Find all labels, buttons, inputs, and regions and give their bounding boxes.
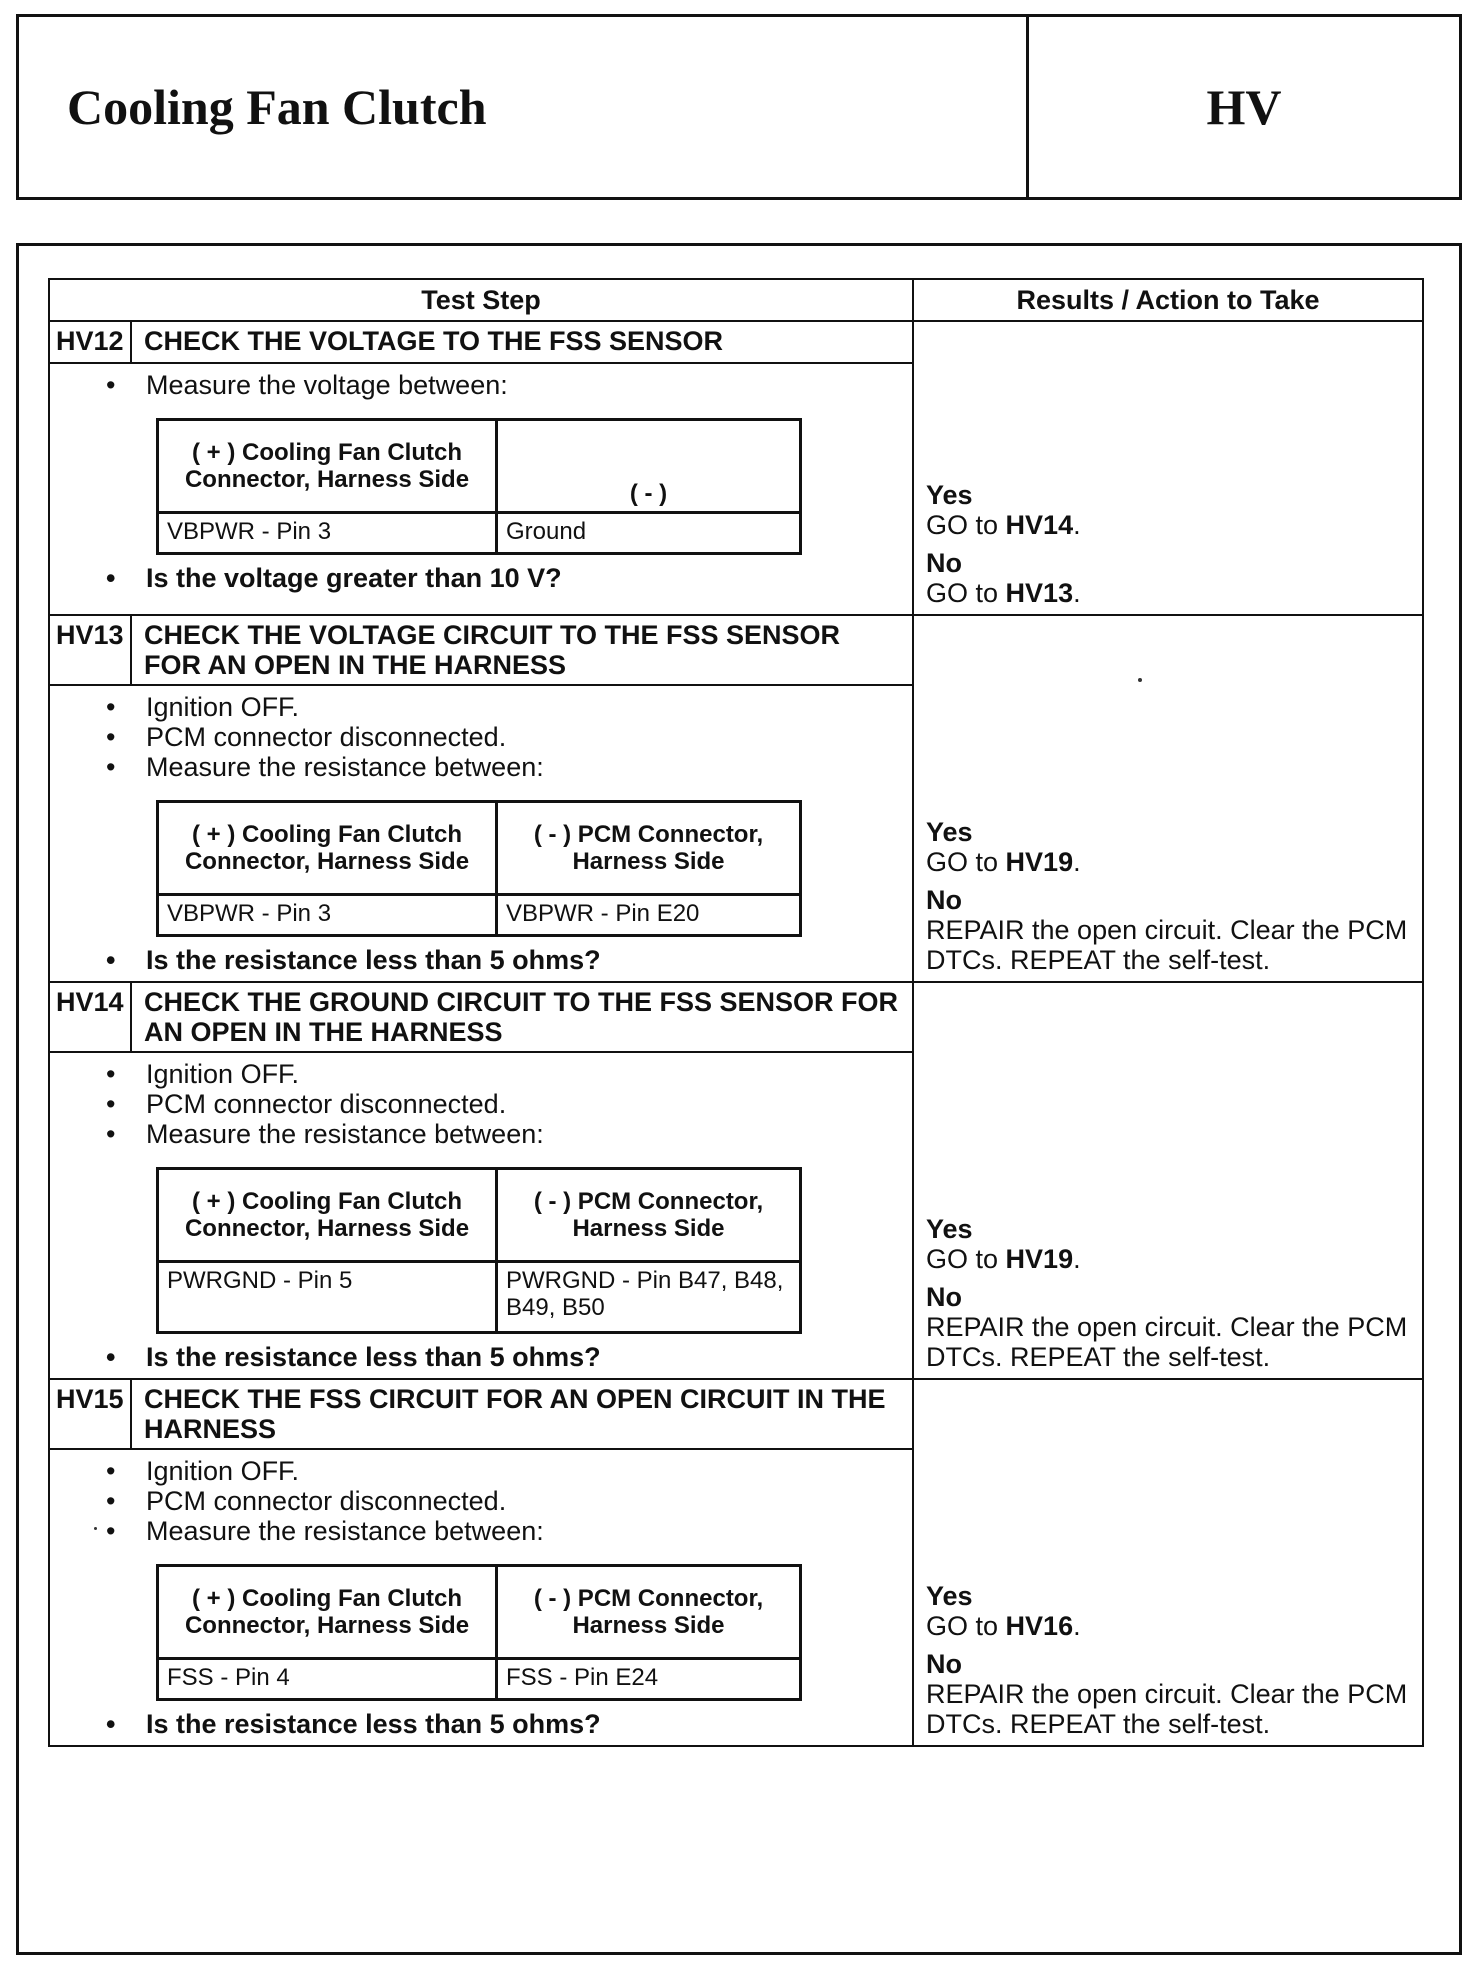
meas-neg-value: FSS - Pin E24 — [497, 1659, 801, 1700]
no-label: No — [926, 548, 962, 578]
no-action: REPAIR the open circuit. Clear the PCM DTCs. REPEAT the self-test. — [926, 1679, 1408, 1739]
no-suffix: . — [1073, 578, 1081, 608]
yes-label: Yes — [926, 1214, 973, 1244]
step-id: HV12 — [49, 321, 131, 363]
meas-pos-value: PWRGND - Pin 5 — [158, 1262, 497, 1333]
list-item: • PCM connector disconnected. — [146, 1089, 902, 1119]
step-bullets — [50, 1059, 902, 1149]
question-text: • Is the resistance less than 5 ohms? — [146, 1342, 902, 1372]
yes-action — [926, 847, 1412, 877]
meas-neg-value: Ground — [497, 513, 801, 554]
list-item: • Ignition OFF. — [146, 1059, 902, 1089]
meas-neg-value: VBPWR - Pin E20 — [497, 895, 801, 936]
yes-prefix: GO to — [926, 1611, 999, 1641]
measurement-table — [156, 1167, 802, 1334]
measurement-table — [156, 418, 802, 555]
meas-pos-value: VBPWR - Pin 3 — [158, 895, 497, 936]
yes-label: Yes — [926, 817, 973, 847]
step-title-row — [49, 321, 1423, 363]
table-header-row — [49, 279, 1423, 321]
yes-action — [926, 1244, 1412, 1274]
yes-label: Yes — [926, 1581, 973, 1611]
page-title: Cooling Fan Clutch — [67, 79, 487, 135]
no-label: No — [926, 1282, 962, 1312]
test-step-table — [48, 278, 1424, 1747]
meas-neg-header: ( - ) — [497, 420, 801, 513]
yes-target: HV16 — [1005, 1611, 1074, 1641]
step-bullets — [50, 370, 902, 400]
no-prefix: GO to — [926, 578, 999, 608]
list-item: • Ignition OFF. — [146, 692, 902, 722]
list-item: • Measure the resistance between: — [146, 1516, 902, 1546]
measurement-table — [156, 800, 802, 937]
step-results — [913, 1379, 1423, 1746]
yes-target: HV19 — [1005, 1244, 1074, 1274]
step-question — [50, 1342, 902, 1372]
step-id: HV14 — [49, 982, 131, 1052]
yes-label: Yes — [926, 480, 973, 510]
step-body — [49, 685, 913, 982]
step-question — [50, 563, 902, 593]
list-item: • PCM connector disconnected. — [146, 722, 902, 752]
meas-pos-header: ( + ) Cooling Fan Clutch Connector, Harness Side — [158, 802, 497, 895]
no-target: HV13 — [1005, 578, 1074, 608]
step-title: CHECK THE VOLTAGE CIRCUIT TO THE FSS SENSOR FOR AN OPEN IN THE HARNESS — [131, 615, 913, 685]
step-id: HV15 — [49, 1379, 131, 1449]
meas-neg-header: ( - ) PCM Connector, Harness Side — [497, 1169, 801, 1262]
meas-pos-header: ( + ) Cooling Fan Clutch Connector, Harness Side — [158, 1169, 497, 1262]
page-header — [16, 14, 1462, 200]
yes-suffix: . — [1073, 1611, 1081, 1641]
step-title: CHECK THE VOLTAGE TO THE FSS SENSOR — [131, 321, 913, 363]
yes-suffix: . — [1073, 510, 1081, 540]
no-label: No — [926, 885, 962, 915]
meas-neg-value: PWRGND - Pin B47, B48, B49, B50 — [497, 1262, 801, 1333]
step-body — [49, 1052, 913, 1379]
step-results — [913, 321, 1423, 615]
measurement-table — [156, 1564, 802, 1701]
question-text: • Is the resistance less than 5 ohms? — [146, 945, 902, 975]
results-header: Results / Action to Take — [913, 279, 1423, 321]
step-results — [913, 615, 1423, 982]
step-title-row — [49, 982, 1423, 1052]
step-id: HV13 — [49, 615, 131, 685]
title-cell — [19, 17, 1029, 197]
no-label: No — [926, 1649, 962, 1679]
meas-pos-header: ( + ) Cooling Fan Clutch Connector, Harness Side — [158, 1566, 497, 1659]
yes-prefix: GO to — [926, 1244, 999, 1274]
step-title: CHECK THE GROUND CIRCUIT TO THE FSS SENSOR FOR AN OPEN IN THE HARNESS — [131, 982, 913, 1052]
yes-target: HV19 — [1005, 847, 1074, 877]
yes-prefix: GO to — [926, 847, 999, 877]
no-action: REPAIR the open circuit. Clear the PCM DTCs. REPEAT the self-test. — [926, 1312, 1408, 1372]
step-bullets — [50, 1456, 902, 1546]
step-title-row — [49, 615, 1423, 685]
yes-suffix: . — [1073, 847, 1081, 877]
yes-action — [926, 510, 1412, 540]
meas-pos-value: VBPWR - Pin 3 — [158, 513, 497, 554]
meas-neg-header: ( - ) PCM Connector, Harness Side — [497, 802, 801, 895]
section-code: HV — [1206, 79, 1282, 135]
step-title: CHECK THE FSS CIRCUIT FOR AN OPEN CIRCUIT IN THE HARNESS — [131, 1379, 913, 1449]
step-bullets — [50, 692, 902, 782]
list-item: • PCM connector disconnected. — [146, 1486, 902, 1516]
step-question — [50, 1709, 902, 1739]
no-action: REPAIR the open circuit. Clear the PCM DTCs. REPEAT the self-test. — [926, 915, 1408, 975]
yes-suffix: . — [1073, 1244, 1081, 1274]
meas-pos-header: ( + ) Cooling Fan Clutch Connector, Harness Side — [158, 420, 497, 513]
question-text: • Is the voltage greater than 10 V? — [146, 563, 902, 593]
step-body — [49, 363, 913, 615]
question-text: • Is the resistance less than 5 ohms? — [146, 1709, 902, 1739]
step-results — [913, 982, 1423, 1379]
step-title-row — [49, 1379, 1423, 1449]
yes-prefix: GO to — [926, 510, 999, 540]
list-item: • Measure the voltage between: — [146, 370, 902, 400]
step-body — [49, 1449, 913, 1746]
scan-speck — [94, 1527, 97, 1530]
list-item: • Measure the resistance between: — [146, 1119, 902, 1149]
no-action — [926, 578, 1412, 608]
list-item: • Ignition OFF. — [146, 1456, 902, 1486]
yes-action — [926, 1611, 1412, 1641]
list-item: • Measure the resistance between: — [146, 752, 902, 782]
yes-target: HV14 — [1005, 510, 1074, 540]
test-step-header: Test Step — [49, 279, 913, 321]
meas-neg-header: ( - ) PCM Connector, Harness Side — [497, 1566, 801, 1659]
step-question — [50, 945, 902, 975]
meas-pos-value: FSS - Pin 4 — [158, 1659, 497, 1700]
scan-speck — [1138, 678, 1142, 682]
section-code-cell — [1029, 17, 1459, 197]
